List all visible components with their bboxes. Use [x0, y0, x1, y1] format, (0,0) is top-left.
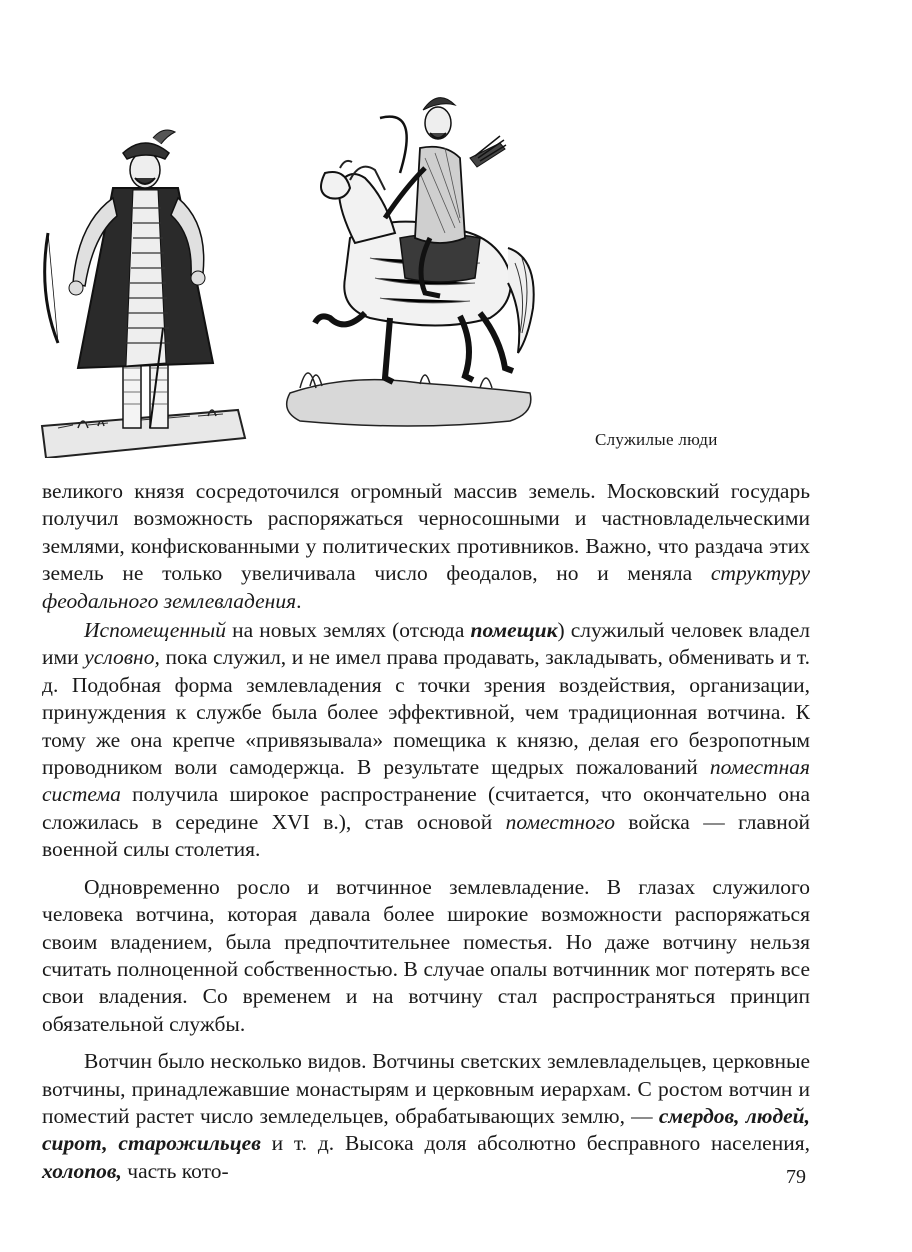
- text-run: и т. д. Высока доля абсолютно бесправного населения,: [260, 1131, 810, 1156]
- text-run: великого князя сосредоточился огромный массив земель. Московский государь получил возможность распоряжаться черносошными и частновладельческими землями, конфискованными у политических противников. Важно, что раздача этих земель не только увеличивала число феодалов, но и меняла: [42, 479, 810, 586]
- page-number: 79: [786, 1166, 806, 1188]
- emphasized-term: холопов,: [42, 1158, 122, 1183]
- text-run: Вотчин было несколько видов. Вотчины светских землевладельцев, церковные вотчины, принадлежавшие монастырям и церковным иерархам. С ростом вотчин и поместий растет число земледельцев, обрабатывающих землю, —: [42, 1049, 810, 1128]
- emphasized-term: помещик: [470, 618, 558, 643]
- emphasized-term: поместного: [505, 809, 615, 834]
- text-run: пока служил, и не имел права продавать, закладывать, обменивать и т. д. Подобная форма землевладения с точки зрения воздействия, организации, принуждения к службе была более эффективной, чем традиционная вотчина. К тому же она крепче «привязывала» помещика к князю, делая его безропотным проводником воли самодержца. В результате щедрых пожалований: [42, 645, 810, 780]
- text-run: на новых землях (отсюда: [225, 618, 471, 643]
- emphasized-term: смердов, людей, сирот, старожильцев: [42, 1103, 810, 1156]
- emphasized-term: структуру феодального землевладения: [42, 561, 810, 613]
- paragraph-2: [42, 617, 810, 864]
- paragraph-4: [42, 1048, 810, 1185]
- text-run: Одновременно росло и вотчинное землевладение. В глазах служилого человека вотчина, которая давала более широкие возможности распоряжаться своим владением, была предпочтительнее поместья. Но даже вотчину нельзя считать полноценной собственностью. В случае опалы вотчинник мог потерять все свои владения. Со временем и на вотчину стал распространяться принцип обязательной службы.: [42, 874, 810, 1036]
- paragraph-3: [42, 874, 810, 1038]
- text-run: войска — главной военной силы столетия.: [42, 809, 810, 862]
- figure-caption: Служилые люди: [595, 430, 718, 449]
- horse-rider-engraving: [280, 88, 545, 433]
- emphasized-term: условно,: [84, 645, 160, 670]
- text-run: ) служилый человек владел ими: [42, 618, 810, 670]
- paragraph-1: [42, 478, 810, 615]
- archer-engraving: [38, 128, 253, 458]
- emphasized-term: Испомещенный: [84, 618, 226, 643]
- text-run: .: [296, 588, 302, 613]
- body-text: [42, 478, 810, 1185]
- text-run: получила широкое распространение (считается, что окончательно она сложилась в середине XVI в.), став основой: [42, 782, 810, 834]
- text-run: часть кото-: [121, 1158, 229, 1183]
- emphasized-term: поместная система: [42, 755, 810, 807]
